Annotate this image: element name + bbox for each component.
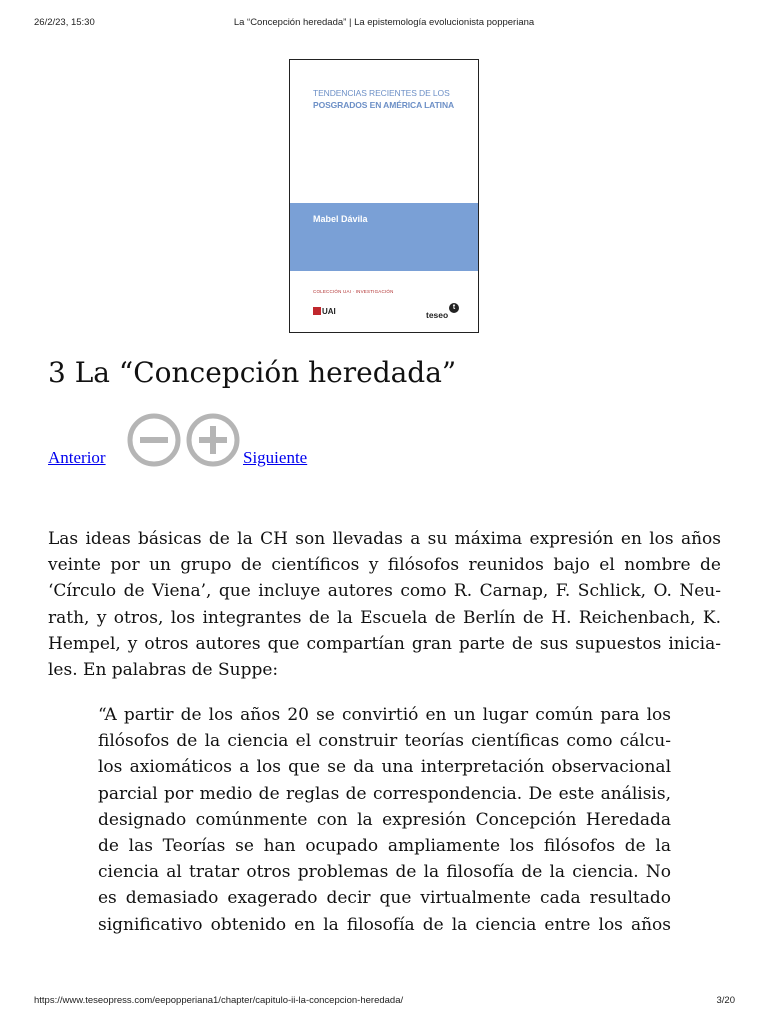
body-line: rath, y otros, los integrantes de la Escuela de Berlín de H. Reichenbach, K.: [48, 607, 721, 628]
print-footer: [0, 995, 768, 1009]
body-line: les. En palabras de Suppe:: [48, 660, 279, 681]
print-datetime: 26/2/23, 15:30: [34, 17, 95, 28]
teseo-logo: teseo: [426, 310, 449, 320]
cover-author: Mabel Dávila: [313, 214, 368, 224]
quote-line: designado comúnmente con la expresión Concepción Heredada: [98, 809, 671, 830]
uai-logo: [313, 307, 336, 316]
cover-collection: COLECCIÓN UAI · INVESTIGACIÓN: [313, 289, 394, 294]
quote-line: filósofos de la ciencia el construir teorías científicas como cálcu-: [98, 731, 671, 752]
uai-mark-icon: [313, 307, 321, 315]
book-cover: [289, 59, 479, 333]
quote-line: “A partir de los años 20 se convirtió en un lugar común para los: [98, 705, 671, 725]
previous-link[interactable]: Anterior: [48, 448, 106, 467]
quote-line: significativo obtenido en la filosofía de la ciencia entre los años: [98, 914, 671, 935]
print-page-title: La “Concepción heredada” | La epistemología evolucionista popperiana: [233, 17, 535, 28]
body-line: veinte por un grupo de científicos y filósofos reunidos bajo el nombre de: [48, 555, 721, 576]
quote-line: ciencia al tratar otros problemas de la filosofía de la ciencia. No: [98, 862, 671, 883]
quote-line: de las Teorías se han ocupado ampliamente los filósofos de la: [98, 836, 671, 857]
body-line: Hempel, y otros autores que compartían gran parte de sus supuestos inicia-: [48, 633, 721, 654]
chapter-title: 3 La “Concepción heredada”: [48, 356, 457, 389]
print-header: [0, 17, 768, 31]
teseo-mark-icon: t: [449, 303, 459, 313]
body-line: Las ideas básicas de la CH son llevadas a su máxima expresión en los años: [48, 529, 721, 549]
next-link[interactable]: Siguiente: [243, 448, 308, 467]
zoom-in-icon[interactable]: [185, 412, 241, 468]
print-url: https://www.teseopress.com/eepopperiana1/chapter/capitulo-ii-la-concepcion-heredada/: [34, 995, 404, 1006]
block-quote: [98, 702, 671, 938]
body-paragraph: [48, 526, 721, 683]
body-line: ‘Círculo de Viena’, que incluye autores como R. Carnap, F. Schlick, O. Neu-: [48, 581, 721, 602]
quote-line: es demasiado exagerado decir que virtualmente cada resultado: [98, 888, 671, 909]
uai-logo-text: UAI: [322, 307, 336, 316]
print-page-number: 3/20: [716, 995, 735, 1006]
quote-line: parcial por medio de reglas de correspondencia. De este análisis,: [98, 783, 671, 804]
cover-title-line2: POSGRADOS EN AMÉRICA LATINA: [313, 100, 455, 110]
cover-title-line1: TENDENCIAS RECIENTES DE LOS: [313, 88, 450, 98]
quote-line: los axiomáticos a los que se da una interpretación observacional: [98, 757, 671, 778]
cover-band: [290, 203, 478, 271]
zoom-out-icon[interactable]: [126, 412, 182, 468]
